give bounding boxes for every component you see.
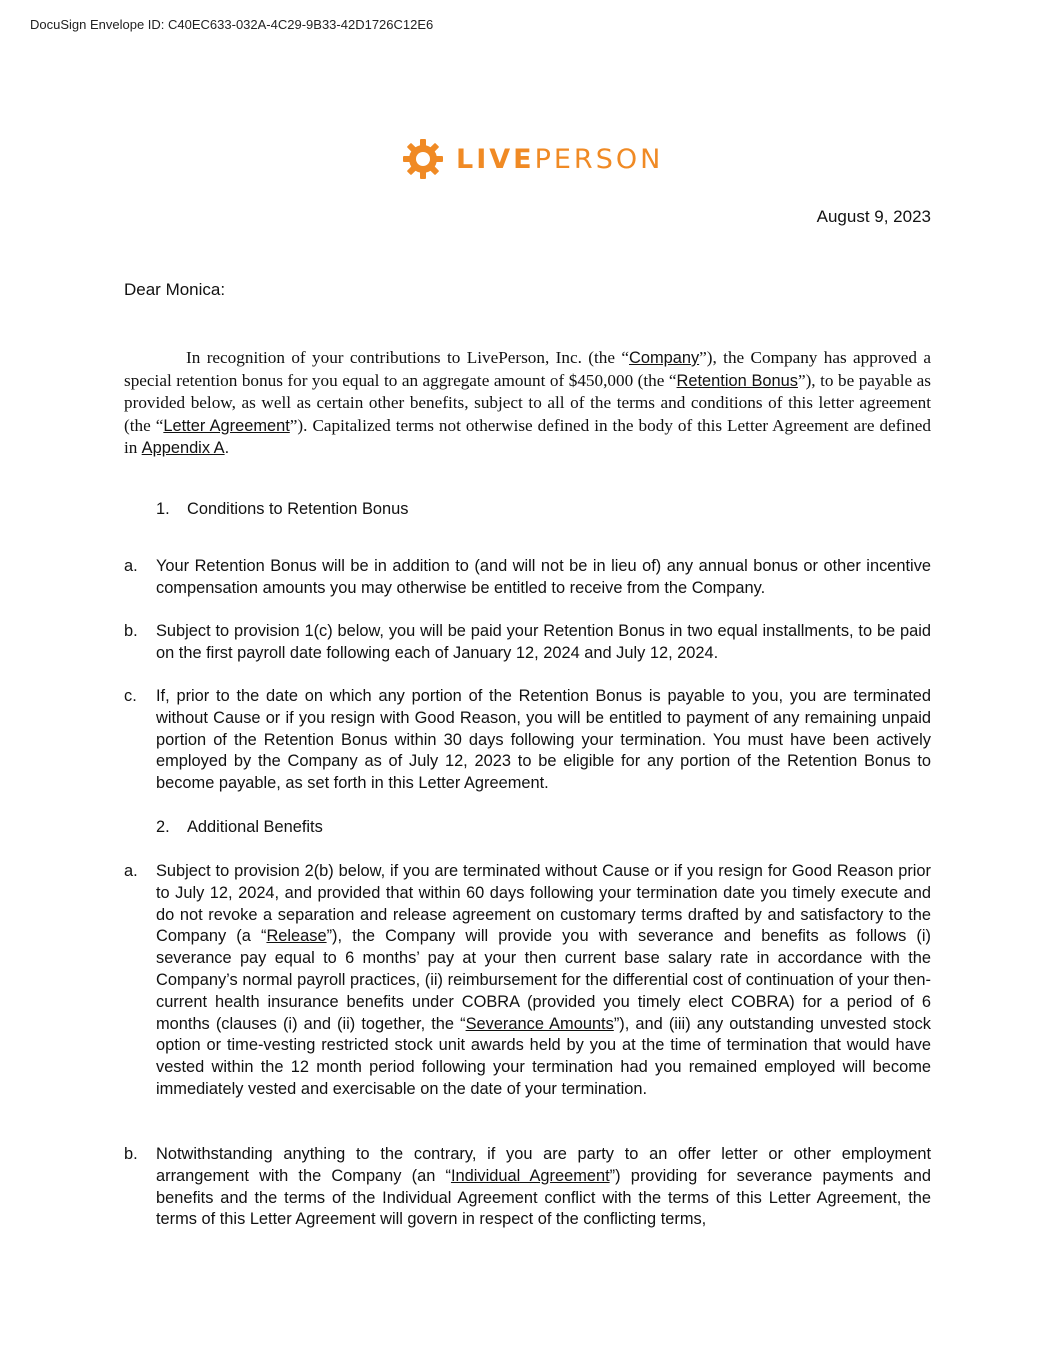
section-1-heading: 1. Conditions to Retention Bonus — [156, 500, 409, 518]
section-1-item-c: c. If, prior to the date on which any portion of the Retention Bonus is payable to you, you are terminated without Cause or if you resign with Good Reason, you will be entitled to payment of any remaining unpaid portion of the Retention Bonus within 30 days following your termination. You must have been actively employed by the Company as of July 12, 2023 to be eligible for any portion of the Retention Bonus to become payable, as set forth in this Letter Agreement. — [124, 687, 931, 793]
term-severance-amounts: Severance Amounts — [465, 1014, 614, 1033]
logo-wordmark: LIVEPERSON — [456, 143, 664, 175]
term-appendix-a: Appendix A — [141, 439, 225, 457]
docusign-envelope-id: DocuSign Envelope ID: C40EC633-032A-4C29-9B33-42D1726C12E6 — [30, 17, 434, 32]
liveperson-logo — [402, 138, 663, 180]
term-letter-agreement: Letter Agreement — [163, 416, 290, 435]
gear-logo-icon — [402, 138, 444, 180]
intro-paragraph: In recognition of your contributions to LivePerson, Inc. (the “Company”), the Company has approved a special retention bonus for you equal to an aggregate amount of $450,000 (the “Retention Bonus”), to be payable as provided below, as well as certain other benefits, subject to all of the terms and conditions of this letter agreement (the “Letter Agreement”). Capitalized terms not otherwise defined in the body of this Letter Agreement are defined in Appendix A. — [124, 348, 931, 457]
section-2-item-a: a. Subject to provision 2(b) below, if you are terminated without Cause or if you resign for Good Reason prior to July 12, 2024, and provided that within 60 days following your termination date you timely execute and do not revoke a separation and release agreement on customary terms drafted by and satisfactory to the Company (a “Release”), the Company will provide you with severance and benefits as follows (i) severance pay equal to 6 months’ pay at your then current base salary rate in accordance with the Company’s normal payroll practices, (ii) reimbursement for the differential cost of continuation of your then-current health insurance benefits under COBRA (provided you timely elect COBRA) for a period of 6 months (clauses (i) and (ii) together, the “Severance Amounts”), and (iii) any outstanding unvested stock option or time-vesting restricted stock unit awards held by you at the time of termination that would have vested within the 12 month period following your termination had you remained employed will become immediately vested and exercisable on the date of your termination. — [124, 862, 931, 1098]
section-1-item-b: b. Subject to provision 1(c) below, you will be paid your Retention Bonus in two equal installments, to be paid on the first payroll date following each of January 12, 2024 and July 12, 2024. — [124, 622, 931, 662]
term-release: Release — [266, 927, 327, 946]
term-retention-bonus: Retention Bonus — [676, 371, 798, 390]
section-2-heading: 2. Additional Benefits — [156, 818, 323, 836]
salutation: Dear Monica: — [124, 280, 226, 299]
term-company: Company — [629, 349, 700, 367]
letter-date: August 9, 2023 — [816, 207, 931, 226]
term-individual-agreement: Individual Agreement — [450, 1166, 610, 1185]
section-2-item-b: b. Notwithstanding anything to the contrary, if you are party to an offer letter or other employment arrangement with the Company (an “Individual Agreement”) providing for severance payments and benefits and the terms of the Individual Agreement conflict with the terms of this Letter Agreement, the terms of this Letter Agreement will govern in respect of the conflicting terms, — [124, 1145, 932, 1229]
section-1-item-a: a. Your Retention Bonus will be in addition to (and will not be in lieu of) any annual bonus or other incentive compensation amounts you may otherwise be entitled to receive from the Company. — [124, 557, 931, 597]
